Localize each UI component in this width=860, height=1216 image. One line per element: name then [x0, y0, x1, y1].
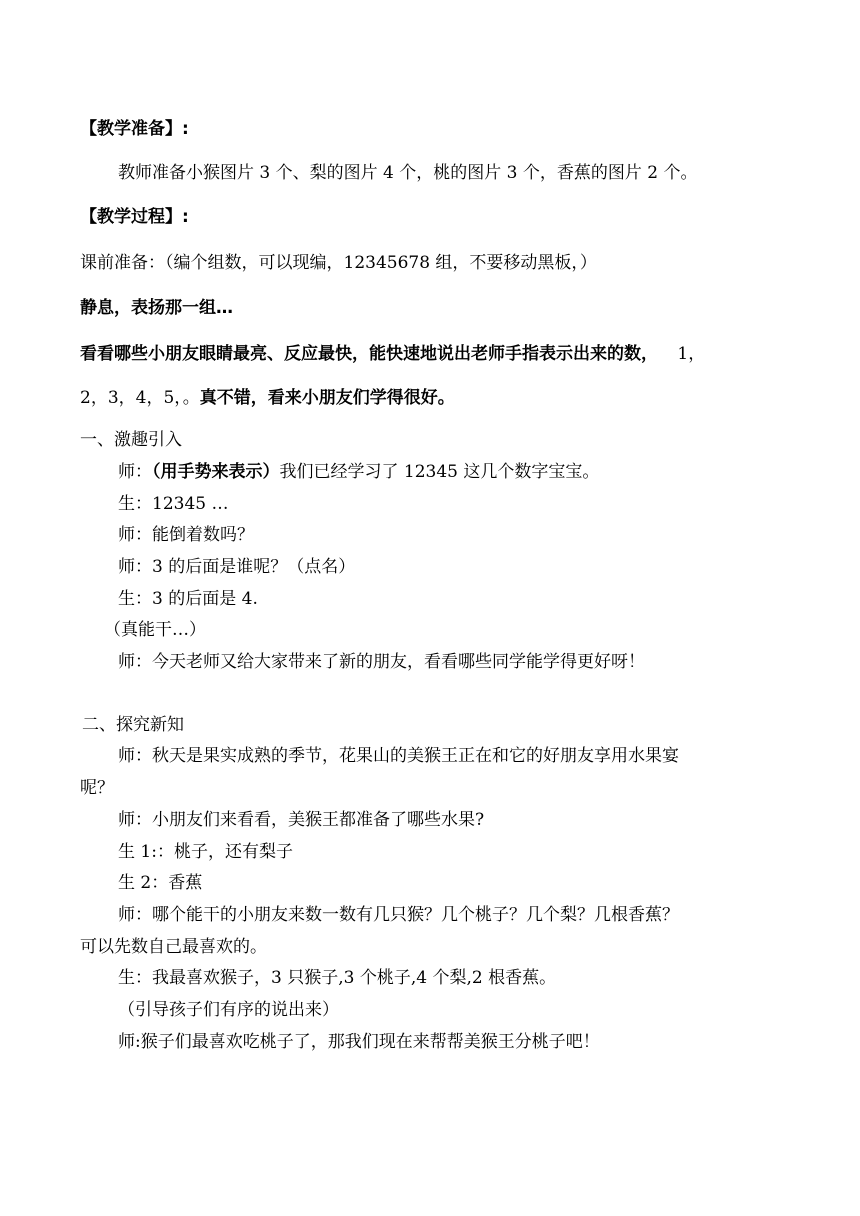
section-2-line-3: 生 1:：桃子，还有梨子 [118, 842, 293, 862]
section-1-line-7: 师：今天老师又给大家带来了新的朋友，看看哪些同学能学得更好呀！ [118, 652, 645, 672]
section-2-line-1b: 呢？ [80, 778, 114, 798]
look-line-1-number: 1， [677, 344, 706, 364]
process-heading: 【教学过程】: [80, 207, 189, 227]
prep-text: 教师准备小猴图片 3 个、梨的图片 4 个，桃的图片 3 个，香蕉的图片 2 个。 [118, 163, 698, 183]
section-2-line-7: （引导孩子们有序的说出来） [118, 1000, 339, 1020]
s1-l1-gesture: （用手势来表示） [152, 462, 280, 482]
pre-class-note: 课前准备：（编个组数，可以现编，12345678 组，不要移动黑板，） [80, 253, 597, 273]
look-line-2 [80, 386, 455, 410]
look-line-1-text: 看看哪些小朋友眼睛最亮、反应最快，能快速地说出老师手指表示出来的数， [80, 344, 658, 364]
s1-l1-rest: 我们已经学习了 12345 这几个数字宝宝。 [279, 462, 600, 482]
section-1-line-2: 生：12345 … [118, 494, 229, 514]
quiet-note: 静息，表扬那一组… [80, 298, 233, 318]
section-2-line-6: 生：我最喜欢猴子，3 只猴子,3 个桃子,4 个梨,2 根香蕉。 [118, 968, 557, 988]
section-2-line-1: 师：秋天是果实成熟的季节，花果山的美猴王正在和它的好朋友享用水果宴 [118, 746, 679, 766]
section-1-title: 一、激趣引入 [80, 430, 182, 450]
section-2-line-5: 师：哪个能干的小朋友来数一数有几只猴？几个桃子？几个梨？几根香蕉？ [118, 905, 679, 925]
look-line-2-numbers: 2，3，4，5，。 [80, 388, 200, 408]
section-2-line-4: 生 2：香蕉 [118, 873, 203, 893]
s1-l1-prefix: 师： [118, 462, 152, 482]
section-2-title: 二、探究新知 [82, 715, 184, 735]
section-2-line-2: 师：小朋友们来看看，美猴王都准备了哪些水果? [118, 810, 485, 830]
prep-heading: 【教学准备】: [80, 119, 189, 139]
section-1-line-5: 生：3 的后面是 4. [118, 589, 258, 609]
section-2-line-8: 师:猴子们最喜欢吃桃子了，那我们现在来帮帮美猴王分桃子吧！ [118, 1032, 600, 1052]
section-1-line-1 [118, 460, 599, 484]
look-line-1 [80, 342, 705, 366]
look-line-2-text: 真不错，看来小朋友们学得很好。 [199, 388, 455, 408]
section-1-line-6: （真能干…） [104, 620, 206, 640]
section-1-line-4: 师：3 的后面是谁呢？（点名） [118, 557, 356, 577]
section-1-line-3: 师：能倒着数吗？ [118, 525, 254, 545]
section-2-line-5b: 可以先数自己最喜欢的。 [80, 937, 267, 957]
